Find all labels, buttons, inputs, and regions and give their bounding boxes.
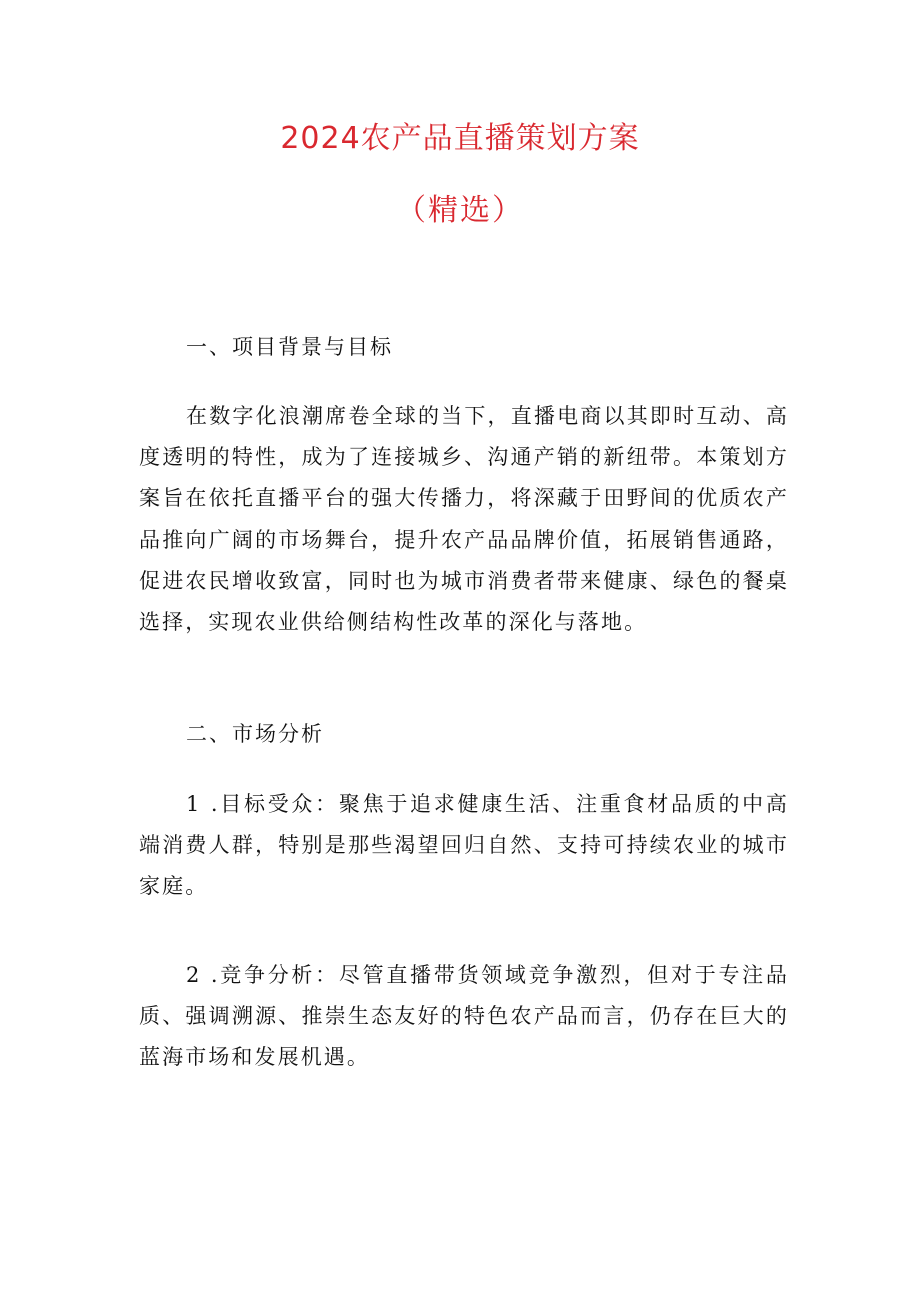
paragraph-background: 在数字化浪潮席卷全球的当下，直播电商以其即时互动、高度透明的特性，成为了连接城乡、沟通产销的新纽带。本策划方案旨在依托直播平台的强大传播力，将深藏于田野间的优质农产品推向广阔的市场舞台，提升农产品品牌价值，拓展销售通路，促进农民增收致富，同时也为城市消费者带来健康、绿色的餐桌选择，实现农业供给侧结构性改革的深化与落地。 bbox=[139, 404, 789, 635]
section-heading-background: 一、项目背景与目标 bbox=[186, 335, 393, 359]
section-heading-market-analysis: 二、市场分析 bbox=[186, 722, 324, 746]
paragraph-target-audience: 1 .目标受众：聚焦于追求健康生活、注重食材品质的中高端消费人群，特别是那些渴望回归自然、支持可持续农业的城市家庭。 bbox=[139, 792, 789, 899]
document-title: 2024农产品直播策划方案 bbox=[280, 121, 640, 156]
paragraph-competition-analysis: 2 .竞争分析：尽管直播带货领域竞争激烈，但对于专注品质、强调溯源、推崇生态友好的特色农产品而言，仍存在巨大的蓝海市场和发展机遇。 bbox=[139, 963, 789, 1070]
document-subtitle: （精选） bbox=[396, 193, 524, 228]
